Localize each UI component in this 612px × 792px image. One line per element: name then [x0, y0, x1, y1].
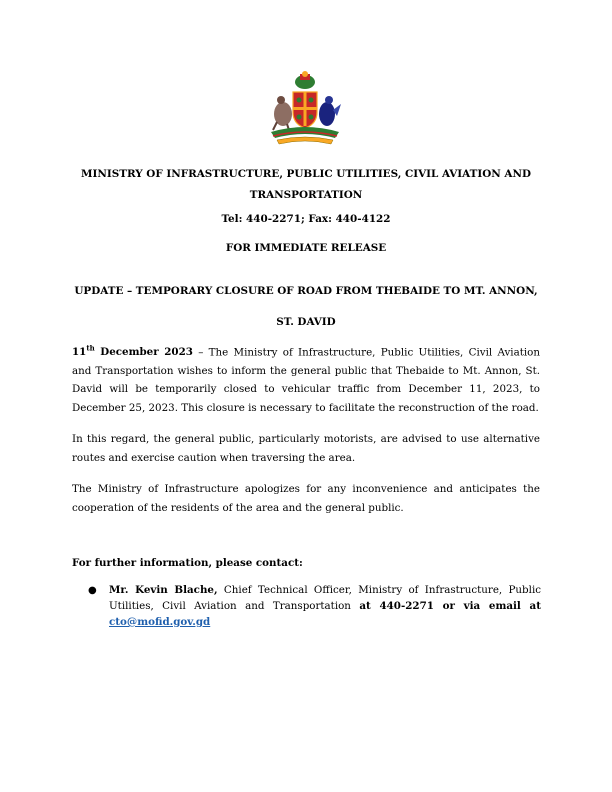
contact-email-link[interactable]: cto@mofid.gov.gd [109, 616, 211, 628]
release-type: FOR IMMEDIATE RELEASE [225, 242, 387, 254]
contact-name: Mr. Kevin Blache, [109, 584, 218, 596]
paragraph-apology: The Ministry of Infrastructure apologizes for any inconvenience and anticipates the cooperation of the residents of the area and the general public. [72, 483, 540, 514]
contact-role: Chief Technical Officer, Ministry of Infrastructure, Public Utilities, Civil Aviation and Transportation [109, 584, 542, 612]
date-day: 11 [72, 346, 87, 359]
ministry-heading: MINISTRY OF INFRASTRUCTURE, PUBLIC UTILITIES, CIVIL AVIATION AND TRANSPORTATION [80, 168, 531, 201]
contact-item [109, 582, 541, 630]
contact-heading: For further information, please contact: [72, 557, 303, 569]
release-date [72, 346, 193, 358]
release-title [72, 276, 540, 338]
coat-of-arms-icon [263, 70, 347, 148]
release-title-line-1: UPDATE – TEMPORARY CLOSURE OF ROAD FROM THEBAIDE TO MT. ANNON, [74, 285, 538, 297]
contact-numbers: Tel: 440-2271; Fax: 440-4122 [221, 213, 391, 225]
release-title-line-2: ST. DAVID [276, 316, 336, 328]
contact-phone: at 440-2271 or via email at [359, 600, 541, 612]
announcement-text: – The Ministry of Infrastructure, Public Utilities, Civil Aviation and Transportation wishes to inform the general public that Thebaide to Mt. Annon, St. David will be temporarily closed to vehicular traffic from December 11, 2023, to December 25, 2023. This closure is necessary to facilitate the reconstruction of the road. [72, 346, 540, 414]
paragraph-announcement [72, 340, 540, 417]
paragraph-advisory: In this regard, the general public, particularly motorists, are advised to use alternative routes and exercise caution when traversing the area. [72, 433, 540, 464]
date-suffix: th [86, 344, 95, 353]
bullet-icon: ● [88, 585, 97, 596]
date-rest: December 2023 [94, 346, 193, 359]
